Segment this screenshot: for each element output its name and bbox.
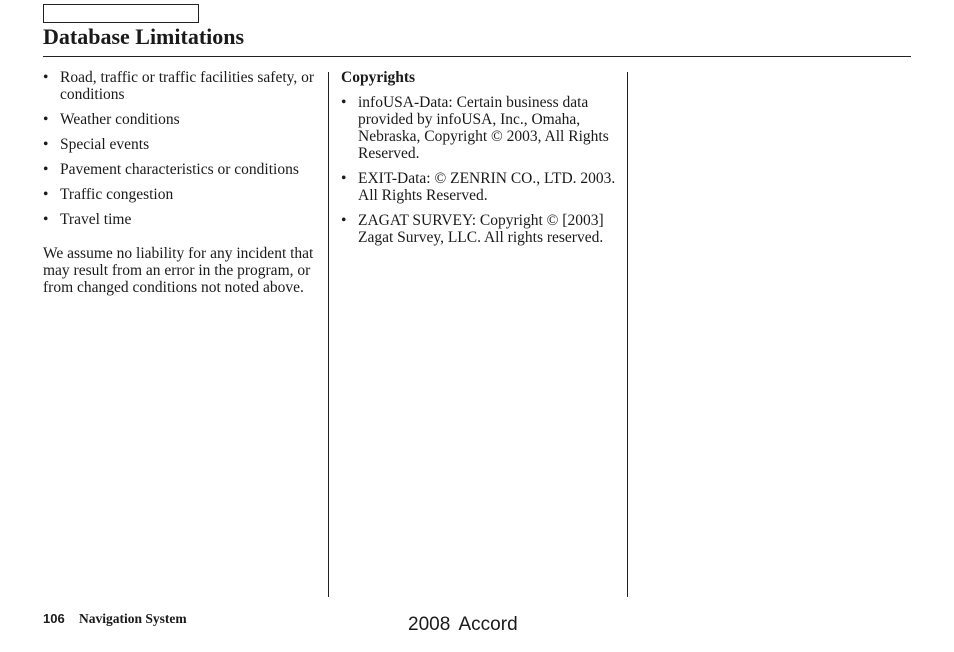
list-item: • Travel time (43, 211, 132, 228)
left-column (43, 69, 315, 296)
middle-column (341, 69, 616, 254)
footer-model-name: 2008 Accord (408, 614, 518, 635)
header-tab-box (43, 4, 199, 23)
bullet-icon: • (43, 136, 49, 153)
bullet-icon: • (43, 161, 49, 178)
list-item: • Special events (43, 136, 150, 153)
list-item: • infoUSA-Data: Certain business data provided by infoUSA, Inc., Omaha, Nebraska, Copyright © 2003, All Rights Reserved. (341, 94, 609, 162)
list-item: • EXIT-Data: © ZENRIN CO., LTD. 2003. All Rights Reserved. (341, 170, 616, 204)
bullet-icon: • (43, 211, 49, 228)
column-divider (627, 72, 628, 597)
bullet-icon: • (341, 170, 347, 187)
bullet-icon: • (43, 69, 49, 86)
footer-section-name: Navigation System (79, 611, 187, 626)
left-bullet-list (43, 69, 315, 228)
bullet-icon: • (43, 111, 49, 128)
list-item: • Pavement characteristics or conditions (43, 161, 299, 178)
list-item: • Road, traffic or traffic facilities safety, or conditions (43, 69, 315, 103)
column-divider (328, 72, 329, 597)
copyright-bullet-list (341, 94, 616, 246)
list-item: • ZAGAT SURVEY: Copyright © [2003] Zagat Survey, LLC. All rights reserved. (341, 212, 604, 246)
list-item: • Traffic congestion (43, 186, 174, 203)
page-title: Database Limitations (43, 24, 245, 49)
list-item: • Weather conditions (43, 111, 180, 128)
copyrights-heading: Copyrights (341, 69, 416, 86)
page-number: 106 (43, 611, 65, 626)
bullet-icon: • (341, 94, 347, 111)
bullet-icon: • (43, 186, 49, 203)
title-divider (43, 56, 911, 57)
bullet-icon: • (341, 212, 347, 229)
liability-paragraph: We assume no liability for any incident that may result from an error in the program, or from changed conditions not noted above. (43, 245, 314, 296)
